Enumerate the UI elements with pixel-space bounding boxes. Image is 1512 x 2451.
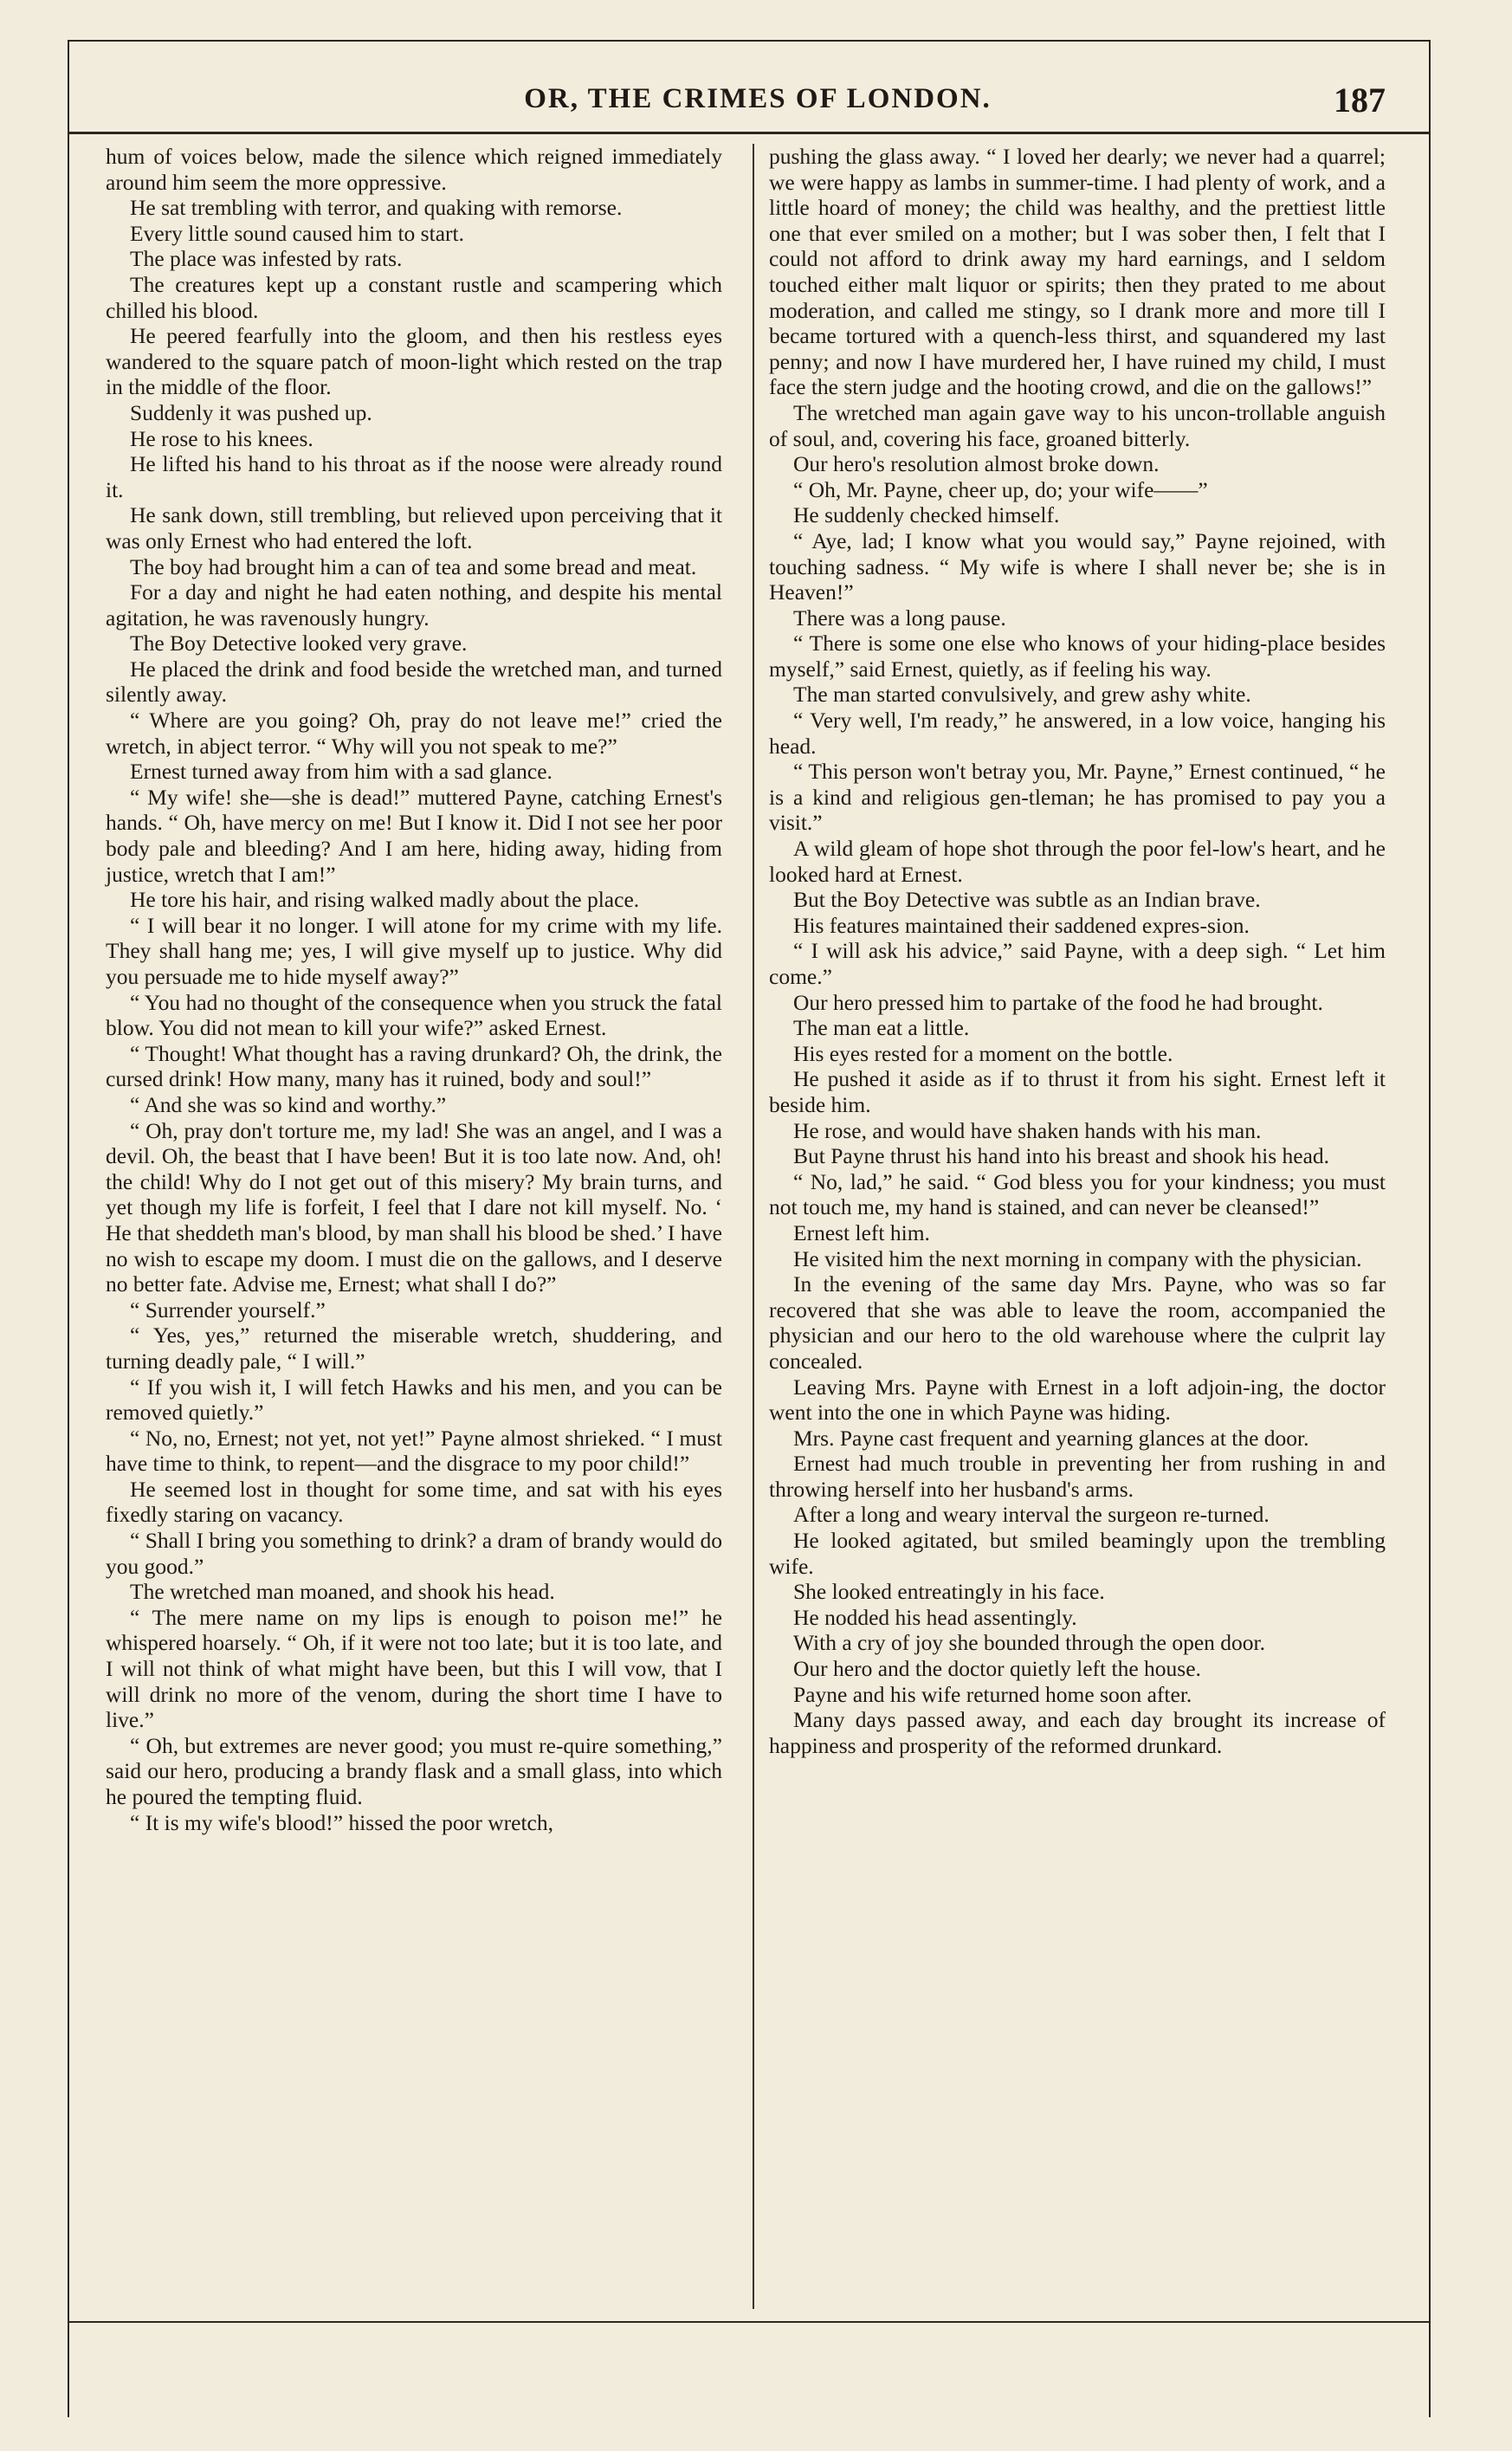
paragraph: “ My wife! she—she is dead!” muttered Payne, catching Ernest's hands. “ Oh, have mercy on me! But I know it. Did I not see her poor body pale and bleeding? And I am here, hiding away, hiding from justice, wretch that I am!” — [106, 784, 722, 887]
paragraph: Every little sound caused him to start. — [130, 220, 464, 246]
paragraph: After a long and weary interval the surgeon re-turned. — [793, 1502, 1270, 1528]
paragraph: He lifted his hand to his throat as if the noose were already round it. — [106, 451, 722, 502]
paragraph: Our hero and the doctor quietly left the house. — [793, 1656, 1201, 1682]
paragraph: With a cry of joy she bounded through the open door. — [793, 1630, 1265, 1656]
paragraph: His features maintained their saddened expres-sion. — [793, 912, 1250, 938]
paragraph: “ I will bear it no longer. I will atone for my crime with my life. They shall hang me; yes, I will give myself up to justice. Why did you persuade me to hide myself away?” — [106, 912, 722, 989]
paragraph: “ It is my wife's blood!” hissed the poor wretch, — [130, 1809, 553, 1835]
paragraph: “ There is some one else who knows of your hiding-place besides myself,” said Ernest, quietly, as if feeling his way. — [769, 631, 1386, 682]
paragraph: “ Shall I bring you something to drink? a dram of brandy would do you good.” — [106, 1528, 722, 1579]
paragraph: There was a long pause. — [793, 605, 1006, 631]
paragraph: He rose to his knees. — [130, 425, 313, 451]
paragraph: But Payne thrust his hand into his breast and shook his head. — [793, 1143, 1330, 1169]
paragraph: “ Oh, but extremes are never good; you must re-quire something,” said our hero, producing a brandy flask and a small glass, into which he poured the tempting fluid. — [106, 1732, 722, 1809]
paragraph: Our hero pressed him to partake of the food he had brought. — [793, 989, 1323, 1015]
paragraph: He sank down, still trembling, but relieved upon perceiving that it was only Ernest who had entered the loft. — [106, 502, 722, 553]
paragraph: The man eat a little. — [793, 1015, 970, 1041]
paragraph: “ No, lad,” he said. “ God bless you for your kindness; you must not touch me, my hand is stained, and can never be cleansed!” — [769, 1168, 1386, 1220]
paragraph: Many days passed away, and each day brought its increase of happiness and prosperity of the reformed drunkard. — [769, 1707, 1386, 1758]
paragraph: The man started convulsively, and grew ashy white. — [793, 682, 1251, 708]
paragraph: Ernest turned away from him with a sad glance. — [130, 759, 552, 785]
paragraph: He visited him the next morning in company with the physician. — [793, 1245, 1362, 1271]
paragraph: “ Where are you going? Oh, pray do not leave me!” cried the wretch, in abject terror. “ Why will you not speak to me?” — [106, 708, 722, 759]
paragraph: He sat trembling with terror, and quaking with remorse. — [130, 195, 623, 221]
paragraph: He placed the drink and food beside the wretched man, and turned silently away. — [106, 656, 722, 708]
paragraph: He peered fearfully into the gloom, and then his restless eyes wandered to the square patch of moon-light which rested on the trap in the middle of the floor. — [106, 323, 722, 400]
paragraph: “ Thought! What thought has a raving drunkard? Oh, the drink, the cursed drink! How many, many has it ruined, body and soul!” — [106, 1040, 722, 1092]
paragraph: He looked agitated, but smiled beamingly upon the trembling wife. — [769, 1528, 1386, 1579]
paragraph: Ernest had much trouble in preventing her from rushing in and throwing herself into her husband's arms. — [769, 1451, 1386, 1502]
paragraph: A wild gleam of hope shot through the poor fel-low's heart, and he looked hard at Ernest. — [769, 836, 1386, 887]
paragraph: Mrs. Payne cast frequent and yearning glances at the door. — [793, 1425, 1309, 1451]
running-title: OR, THE CRIMES OF LONDON. — [524, 83, 992, 114]
paragraph: “ Yes, yes,” returned the miserable wretch, shuddering, and turning deadly pale, “ I will.” — [106, 1323, 722, 1374]
paragraph: The wretched man moaned, and shook his head. — [130, 1579, 555, 1605]
paragraph: The wretched man again gave way to his uncon-trollable anguish of soul, and, covering his face, groaned bitterly. — [769, 399, 1386, 451]
paragraph: In the evening of the same day Mrs. Payne, who was so far recovered that she was able to leave the room, accompanied the physician and our hero to the old warehouse where the culprit lay concealed. — [769, 1271, 1386, 1374]
paragraph: Our hero's resolution almost broke down. — [793, 451, 1160, 477]
paragraph: “ No, no, Ernest; not yet, not yet!” Payne almost shrieked. “ I must have time to think, to repent—and the disgrace to my poor child!” — [106, 1425, 722, 1477]
paragraph: Leaving Mrs. Payne with Ernest in a loft adjoin-ing, the doctor went into the one in which Payne was hiding. — [769, 1374, 1386, 1426]
paragraph: “ The mere name on my lips is enough to poison me!” he whispered hoarsely. “ Oh, if it were not too late; but it is too late, and I will not think of what might have been, but this I will vow, that I will drink no more of the venom, during the short time I have to live.” — [106, 1604, 722, 1733]
paragraph: For a day and night he had eaten nothing, and despite his mental agitation, he was ravenously hungry. — [106, 579, 722, 631]
paragraph: “ If you wish it, I will fetch Hawks and his men, and you can be removed quietly.” — [106, 1374, 722, 1426]
paragraph: She looked entreatingly in his face. — [793, 1579, 1105, 1605]
paragraph: Suddenly it was pushed up. — [130, 399, 372, 425]
bottom-border-rule — [68, 2321, 1429, 2323]
paragraph: “ Aye, lad; I know what you would say,” Payne rejoined, with touching sadness. “ My wife is where I shall never be; she is in Heaven!” — [769, 527, 1386, 605]
paragraph: hum of voices below, made the silence which reigned immediately around him seem the more oppressive. — [106, 144, 722, 195]
paragraph: He tore his hair, and rising walked madly about the place. — [130, 887, 640, 913]
page-header — [95, 83, 1420, 126]
paragraph: “ Oh, pray don't torture me, my lad! She was an angel, and I was a devil. Oh, the beast that I have been! But it is too late now. And, oh! the child! Why do I not get out of this misery? My brain turns, and yet though my life is forfeit, I feel that I dare not kill myself. No. ‘ He that sheddeth man's blood, by man shall his blood be shed.’ I have no wish to escape my doom. I must die on the gallows, and I deserve no better fate. Advise me, Ernest; what shall I do?” — [106, 1117, 722, 1297]
paragraph: “ Surrender yourself.” — [130, 1297, 326, 1323]
paragraph: The boy had brought him a can of tea and some bread and meat. — [130, 553, 697, 579]
paragraph: “ You had no thought of the consequence when you struck the fatal blow. You did not mean to kill your wife?” asked Ernest. — [106, 989, 722, 1041]
paragraph: The Boy Detective looked very grave. — [130, 631, 468, 656]
paragraph: “ Oh, Mr. Payne, cheer up, do; your wife——” — [793, 476, 1208, 502]
paragraph: His eyes rested for a moment on the bottle. — [793, 1040, 1173, 1066]
header-rule — [68, 132, 1429, 134]
paragraph: “ I will ask his advice,” said Payne, with a deep sigh. “ Let him come.” — [769, 938, 1386, 989]
paragraph: pushing the glass away. “ I loved her dearly; we never had a quarrel; we were happy as lambs in summer-time. I had plenty of work, and a little hoard of money; the child was healthy, and the prettiest little one that ever smiled on a mother; but I was sober then, I felt that I could not afford to drink away my hard earnings, and I seldom touched either malt liquor or spirits; then they prated to me about moderation, and called me stingy, so I drank more and more till I became tortured with a quench-less thirst, and squandered my last penny; and now I have murdered her, I have ruined my child, I must face the stern judge and the hooting crowd, and die on the gallows!” — [769, 144, 1386, 400]
paragraph: He suddenly checked himself. — [793, 502, 1060, 528]
paragraph: “ Very well, I'm ready,” he answered, in a low voice, hanging his head. — [769, 708, 1386, 759]
column-divider — [753, 144, 754, 2309]
right-column — [769, 144, 1386, 1758]
paragraph: He rose, and would have shaken hands with his man. — [793, 1117, 1262, 1143]
paragraph: “ And she was so kind and worthy.” — [130, 1091, 447, 1117]
paragraph: Ernest left him. — [793, 1219, 930, 1245]
paragraph: The creatures kept up a constant rustle and scampering which chilled his blood. — [106, 271, 722, 323]
paragraph: He nodded his head assentingly. — [793, 1604, 1077, 1630]
paragraph: He pushed it aside as if to thrust it from his sight. Ernest left it beside him. — [769, 1066, 1386, 1117]
page-number: 187 — [1334, 81, 1386, 120]
paragraph: Payne and his wife returned home soon after. — [793, 1681, 1192, 1707]
left-column — [106, 144, 722, 1835]
paragraph: “ This person won't betray you, Mr. Payne,” Ernest continued, “ he is a kind and religious gen-tleman; he has promised to pay you a visit.” — [769, 759, 1386, 836]
paragraph: But the Boy Detective was subtle as an Indian brave. — [793, 887, 1261, 913]
paragraph: He seemed lost in thought for some time, and sat with his eyes fixedly staring on vacancy. — [106, 1476, 722, 1528]
paragraph: The place was infested by rats. — [130, 246, 403, 272]
